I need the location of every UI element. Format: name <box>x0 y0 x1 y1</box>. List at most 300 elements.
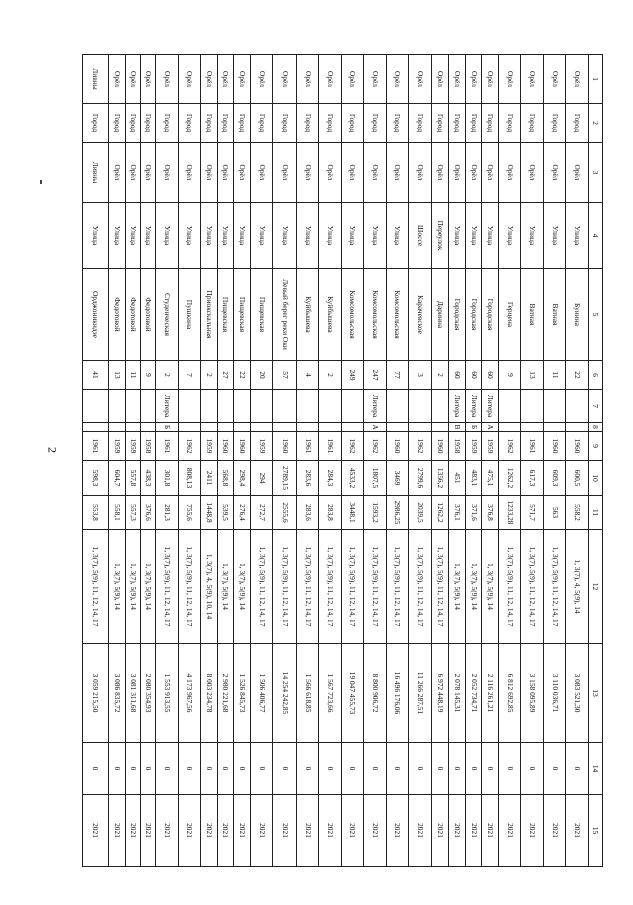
header-cell: 7 <box>588 390 602 423</box>
table-cell: 283,6 <box>296 496 318 530</box>
header-cell: 9 <box>588 432 602 461</box>
table-cell <box>566 423 588 432</box>
table-cell: 1962 <box>409 432 431 461</box>
table-cell: Орёл <box>125 55 140 104</box>
table-cell: Улица <box>109 203 126 269</box>
table-cell: 0 <box>319 743 341 795</box>
table-cell: 2986,25 <box>386 496 408 530</box>
table-cell: 1, 3(7), 5(9), 11, 12, 14, 17 <box>341 530 363 644</box>
table-cell: 3 110 036,71 <box>543 644 565 743</box>
header-cell: 13 <box>588 644 602 743</box>
table-cell: 1, 3(7), 5(9), 14 <box>141 530 156 644</box>
table-cell: 1959 <box>250 432 272 461</box>
table-cell: Ватная <box>521 269 543 361</box>
table-cell: Федотовой <box>109 269 126 361</box>
table-cell <box>341 423 363 432</box>
table-cell: Город <box>83 104 109 143</box>
table-cell: Орёл <box>482 55 499 104</box>
table-cell: 2021 <box>109 795 126 867</box>
table-cell <box>566 390 588 423</box>
table-cell: Городская <box>482 269 499 361</box>
table-cell <box>341 390 363 423</box>
table-cell: 283,6 <box>296 461 318 496</box>
table-cell: Город <box>319 104 341 143</box>
table-cell: Орёл <box>364 55 386 104</box>
table-cell: 371,6 <box>465 496 482 530</box>
table-cell: 557,3 <box>125 496 140 530</box>
table-cell: 60 <box>465 361 482 390</box>
header-cell: 2 <box>588 104 602 143</box>
table-cell: 1960 <box>273 432 297 461</box>
table-cell: 2021 <box>201 795 218 867</box>
table-cell: Литера <box>364 390 386 423</box>
table-cell: Куйбышева <box>296 269 318 361</box>
table-row <box>431 55 449 867</box>
table-cell: 3448,1 <box>341 496 363 530</box>
table-cell: Орёл <box>296 55 318 104</box>
table-cell: Б <box>156 423 178 432</box>
table-cell: 11 <box>543 361 565 390</box>
table-cell: 2 052 734,71 <box>465 644 482 743</box>
table-cell: 1, 3(7), 5(9), 11, 12, 14, 17 <box>273 530 297 644</box>
table-cell: Улица <box>234 203 251 269</box>
table-cell: 57 <box>273 361 297 390</box>
table-cell: 272,7 <box>250 496 272 530</box>
table-cell: 0 <box>296 743 318 795</box>
table-cell: 600,5 <box>566 461 588 496</box>
table-cell: Комсомольская <box>364 269 386 361</box>
table-cell: Федотовой <box>141 269 156 361</box>
table-cell: Орёл <box>234 143 251 203</box>
table-cell: 0 <box>431 743 449 795</box>
table-cell: 2021 <box>386 795 408 867</box>
table-cell: Город <box>449 104 466 143</box>
table-cell: 2021 <box>250 795 272 867</box>
table-cell: 553,8 <box>83 496 109 530</box>
table-cell: 2021 <box>141 795 156 867</box>
table-cell: Город <box>341 104 363 143</box>
table-cell: 1, 3(7), 4, 5(9), 10, 14 <box>201 530 218 644</box>
table-cell: 1807,5 <box>364 461 386 496</box>
table-cell <box>83 390 109 423</box>
table-cell: 1448,8 <box>201 496 218 530</box>
table-cell: 604,7 <box>109 461 126 496</box>
table-cell <box>125 390 140 423</box>
table-cell: 1, 3(7), 5(9), 14 <box>125 530 140 644</box>
table-cell: Литера <box>156 390 178 423</box>
table-cell: Улица <box>521 203 543 269</box>
table-cell: 2 <box>201 361 218 390</box>
table-cell: Городская <box>465 269 482 361</box>
table-cell: Орёл <box>296 143 318 203</box>
table-cell: 808,13 <box>178 461 200 496</box>
table-cell: 1, 3(7), 5(9), 11, 12, 14, 17 <box>543 530 565 644</box>
table-cell: Б <box>465 423 482 432</box>
table-cell: 13 <box>109 361 126 390</box>
table-cell: 249 <box>341 361 363 390</box>
table-cell: Орёл <box>109 55 126 104</box>
table-cell: 2021 <box>364 795 386 867</box>
table-cell: 1958 <box>141 432 156 461</box>
table-cell <box>409 423 431 432</box>
table-cell: 9 <box>141 361 156 390</box>
table-row <box>465 55 482 867</box>
table-cell: Город <box>431 104 449 143</box>
table-cell: Ливны <box>83 143 109 203</box>
table-cell: Пушкина <box>178 269 200 361</box>
table-cell <box>499 423 521 432</box>
table-cell: 1262,2 <box>499 461 521 496</box>
table-cell: 1961 <box>521 432 543 461</box>
table-cell: 60 <box>449 361 466 390</box>
table-cell <box>250 390 272 423</box>
table-cell: 557,8 <box>125 461 140 496</box>
table-cell <box>234 390 251 423</box>
table-cell: Улица <box>141 203 156 269</box>
table-cell: 1, 3(7), 5(9), 14 <box>109 530 126 644</box>
table-cell: 0 <box>141 743 156 795</box>
table-cell: Орёл <box>521 55 543 104</box>
table-cell: 298,4 <box>234 461 251 496</box>
table-cell: 20 <box>250 361 272 390</box>
table-cell: Орёл <box>234 55 251 104</box>
table-cell <box>125 423 140 432</box>
table-cell: 301,8 <box>156 461 178 496</box>
table-cell: 0 <box>566 743 588 795</box>
table-cell: 11 <box>125 361 140 390</box>
header-cell: 4 <box>588 203 602 269</box>
table-cell: 376,8 <box>482 496 499 530</box>
table-cell: 451 <box>449 461 466 496</box>
table-cell: 7 <box>178 361 200 390</box>
header-cell: 5 <box>588 269 602 361</box>
table-cell: 6 972 448,19 <box>431 644 449 743</box>
table-cell: Город <box>521 104 543 143</box>
table-cell <box>521 423 543 432</box>
table-cell: 283,8 <box>319 496 341 530</box>
table-cell: Улица <box>319 203 341 269</box>
table-cell: 2021 <box>449 795 466 867</box>
table-cell: Левый берег реки Оки <box>273 269 297 361</box>
table-cell: Орёл <box>141 143 156 203</box>
table-cell: 2021 <box>431 795 449 867</box>
table-cell <box>543 423 565 432</box>
table-cell: 3 081 311,68 <box>125 644 140 743</box>
table-cell: 563 <box>543 496 565 530</box>
table-cell: 1, 3(7), 5(9), 11, 12, 14, 17 <box>156 530 178 644</box>
table-cell: 2021 <box>341 795 363 867</box>
table-cell: 0 <box>178 743 200 795</box>
table-cell: 1959 <box>482 432 499 461</box>
table-cell: 1960 <box>234 432 251 461</box>
table-cell: 4 <box>296 361 318 390</box>
table-cell: Улица <box>156 203 178 269</box>
table-cell: 376,6 <box>141 496 156 530</box>
table-row <box>250 55 272 867</box>
table-cell: Город <box>273 104 297 143</box>
table-cell: 1593,2 <box>364 496 386 530</box>
table-cell: Город <box>201 104 218 143</box>
table-cell: 247 <box>364 361 386 390</box>
table-cell: Орёл <box>156 55 178 104</box>
table-cell <box>319 423 341 432</box>
table-cell: 16 496 176,06 <box>386 644 408 743</box>
table-cell <box>109 423 126 432</box>
table-cell: Орёл <box>125 143 140 203</box>
table-cell: Орёл <box>250 55 272 104</box>
table-cell <box>543 390 565 423</box>
table-cell: 2 <box>431 361 449 390</box>
header-cell: 11 <box>588 496 602 530</box>
table-cell: 294 <box>250 461 272 496</box>
header-row <box>588 55 602 867</box>
table-cell: Студенческая <box>156 269 178 361</box>
table-cell: Улица <box>482 203 499 269</box>
table-cell: 438,3 <box>141 461 156 496</box>
table-cell: 1, 3(7), 5(9), 14 <box>449 530 466 644</box>
table-cell: Бунина <box>566 269 588 361</box>
table-cell: 1960 <box>431 432 449 461</box>
table-cell: Литера <box>465 390 482 423</box>
table-cell <box>296 390 318 423</box>
header-cell: 10 <box>588 461 602 496</box>
table-row <box>409 55 431 867</box>
table-cell <box>521 390 543 423</box>
table-cell: 1961 <box>83 432 109 461</box>
table-cell: 1959 <box>465 432 482 461</box>
table-cell: Улица <box>273 203 297 269</box>
rotated-table-area <box>82 54 603 866</box>
table-cell: Город <box>543 104 565 143</box>
table-row <box>449 55 466 867</box>
table-cell: 8 003 234,78 <box>201 644 218 743</box>
table-cell: Город <box>296 104 318 143</box>
header-cell: 1 <box>588 55 602 104</box>
header-cell: 6 <box>588 361 602 390</box>
table-cell: 3 <box>409 361 431 390</box>
table-cell: 1, 3(7), 5(9), 11, 12, 14, 17 <box>499 530 521 644</box>
table-cell: Орёл <box>566 55 588 104</box>
table-cell: 2021 <box>178 795 200 867</box>
table-cell <box>141 423 156 432</box>
table-cell: 2 <box>319 361 341 390</box>
table-cell: Герцена <box>499 269 521 361</box>
table-cell: 2021 <box>521 795 543 867</box>
table-cell: 558,2 <box>566 496 588 530</box>
table-cell <box>178 423 200 432</box>
table-cell: Город <box>465 104 482 143</box>
table-cell: 1 526 845,73 <box>234 644 251 743</box>
table-cell: 2021 <box>217 795 234 867</box>
table-cell: 2021 <box>499 795 521 867</box>
table-cell: 0 <box>386 743 408 795</box>
table-cell: 0 <box>234 743 251 795</box>
table-cell: 755,6 <box>178 496 200 530</box>
table-cell: Орёл <box>178 55 200 104</box>
table-cell: 2 078 145,31 <box>449 644 466 743</box>
table-cell <box>386 390 408 423</box>
table-cell: Город <box>217 104 234 143</box>
table-cell: 13 <box>521 361 543 390</box>
table-row <box>156 55 178 867</box>
table-cell: Приокскальная <box>201 269 218 361</box>
table-cell <box>499 390 521 423</box>
table-cell: Улица <box>296 203 318 269</box>
table-cell: Федотовой <box>125 269 140 361</box>
table-cell: 1, 3(7), 5(9), 11, 12, 14, 17 <box>178 530 200 644</box>
header-cell: 15 <box>588 795 602 867</box>
table-cell: Орёл <box>499 55 521 104</box>
table-cell: Улица <box>83 203 109 269</box>
table-cell: Пищевская <box>250 269 272 361</box>
table-cell: Улица <box>125 203 140 269</box>
table-cell: 2021 <box>273 795 297 867</box>
table-cell: Даринна <box>431 269 449 361</box>
table-cell: Орёл <box>319 55 341 104</box>
table-cell: 1960 <box>566 432 588 461</box>
table-cell: 3469 <box>386 461 408 496</box>
table-cell: 1961 <box>156 432 178 461</box>
table-cell: Литера <box>449 390 466 423</box>
table-cell: 568,8 <box>217 461 234 496</box>
table-row <box>543 55 565 867</box>
table-cell: 1961 <box>296 432 318 461</box>
table-cell: 1, 3(7), 4, 5(9), 14 <box>566 530 588 644</box>
table-cell: 1962 <box>499 432 521 461</box>
table-cell: 60 <box>482 361 499 390</box>
table-cell: Комсомольская <box>341 269 363 361</box>
table-row <box>341 55 363 867</box>
table-cell: 1962 <box>178 432 200 461</box>
table-cell <box>217 390 234 423</box>
table-cell: 3 158 095,89 <box>521 644 543 743</box>
table-cell: Город <box>234 104 251 143</box>
table-cell: 1962 <box>364 432 386 461</box>
table-row <box>201 55 218 867</box>
table-cell: Орёл <box>273 55 297 104</box>
table-cell: 1, 3(7), 5(9), 11, 12, 14, 17 <box>364 530 386 644</box>
table-cell: 4533,2 <box>341 461 363 496</box>
table-cell: Орёл <box>201 143 218 203</box>
table-cell: 2789,15 <box>273 461 297 496</box>
table-cell: 2411 <box>201 461 218 496</box>
table-cell: Город <box>141 104 156 143</box>
table-cell: 0 <box>482 743 499 795</box>
table-cell <box>234 423 251 432</box>
table-cell: Орёл <box>156 143 178 203</box>
table-cell: 0 <box>543 743 565 795</box>
table-cell: Город <box>125 104 140 143</box>
table-cell: Улица <box>449 203 466 269</box>
table-cell: Улица <box>217 203 234 269</box>
table-row <box>234 55 251 867</box>
table-cell: 22 <box>566 361 588 390</box>
table-cell: Орёл <box>386 55 408 104</box>
table-cell: Орёл <box>109 143 126 203</box>
table-cell: 0 <box>499 743 521 795</box>
table-cell: 2 080 354,93 <box>141 644 156 743</box>
table-cell: 1960 <box>543 432 565 461</box>
table-cell: 27 <box>217 361 234 390</box>
table-cell: Орёл <box>217 143 234 203</box>
table-cell: 281,3 <box>156 496 178 530</box>
table-cell: 3 086 835,72 <box>109 644 126 743</box>
table-cell: 0 <box>364 743 386 795</box>
table-cell: Улица <box>386 203 408 269</box>
table-cell: Пищевская <box>234 269 251 361</box>
table-row <box>296 55 318 867</box>
table-cell: 1 566 618,85 <box>296 644 318 743</box>
table-cell: Улица <box>543 203 565 269</box>
table-cell: 6 812 692,85 <box>499 644 521 743</box>
table-cell: 2021 <box>319 795 341 867</box>
table-cell: 1959 <box>201 432 218 461</box>
table-cell: 1 567 723,66 <box>319 644 341 743</box>
table-cell: 539,5 <box>217 496 234 530</box>
table-cell: 1, 3(7), 5(9), 14 <box>465 530 482 644</box>
table-row <box>141 55 156 867</box>
table-cell: 598,3 <box>83 461 109 496</box>
table-cell: 3 083 521,30 <box>566 644 588 743</box>
table-cell: Орёл <box>431 55 449 104</box>
header-cell: 12 <box>588 530 602 644</box>
table-cell: Орёл <box>465 143 482 203</box>
table-cell: 1262,2 <box>431 496 449 530</box>
table-cell: 9 <box>499 361 521 390</box>
table-cell: 14 254 242,85 <box>273 644 297 743</box>
table-cell: 3 059 215,50 <box>83 644 109 743</box>
table-cell: 1, 3(7), 5(9), 11, 12, 14, 17 <box>319 530 341 644</box>
table-cell: Орёл <box>364 143 386 203</box>
table-cell: Орёл <box>543 55 565 104</box>
header-cell: 14 <box>588 743 602 795</box>
table-cell: Орёл <box>465 55 482 104</box>
table-cell: 77 <box>386 361 408 390</box>
header-cell: 3 <box>588 143 602 203</box>
table-row <box>566 55 588 867</box>
table-cell: 8 800 906,72 <box>364 644 386 743</box>
table-cell: Шоссе <box>409 203 431 269</box>
table-cell: 1, 3(7), 5(9), 11, 12, 14, 17 <box>431 530 449 644</box>
table-cell: 2021 <box>234 795 251 867</box>
table-cell: 4 173 967,56 <box>178 644 200 743</box>
table-cell: 276,4 <box>234 496 251 530</box>
table-cell: Ватная <box>543 269 565 361</box>
table-row <box>178 55 200 867</box>
table-cell: Орёл <box>201 55 218 104</box>
table-cell: 571,7 <box>521 496 543 530</box>
table-cell: Куйбышева <box>319 269 341 361</box>
table-cell: 0 <box>409 743 431 795</box>
table-cell: Улица <box>341 203 363 269</box>
table-cell: 609,3 <box>543 461 565 496</box>
table-cell: 0 <box>125 743 140 795</box>
scan-speck <box>40 180 42 184</box>
table-cell: 1, 3(7), 5(9), 14 <box>482 530 499 644</box>
table-cell: 284,3 <box>319 461 341 496</box>
table-row <box>499 55 521 867</box>
table-cell: Ливны <box>83 55 109 104</box>
housing-table <box>82 54 603 867</box>
table-cell: 1960 <box>217 432 234 461</box>
table-row <box>273 55 297 867</box>
table-cell: Орёл <box>431 143 449 203</box>
table-body <box>83 55 603 867</box>
table-cell: Орёл <box>409 143 431 203</box>
table-cell: Орёл <box>319 143 341 203</box>
table-cell: 2021 <box>465 795 482 867</box>
table-cell: 1, 3(7), 5(9), 11, 12, 14, 17 <box>386 530 408 644</box>
